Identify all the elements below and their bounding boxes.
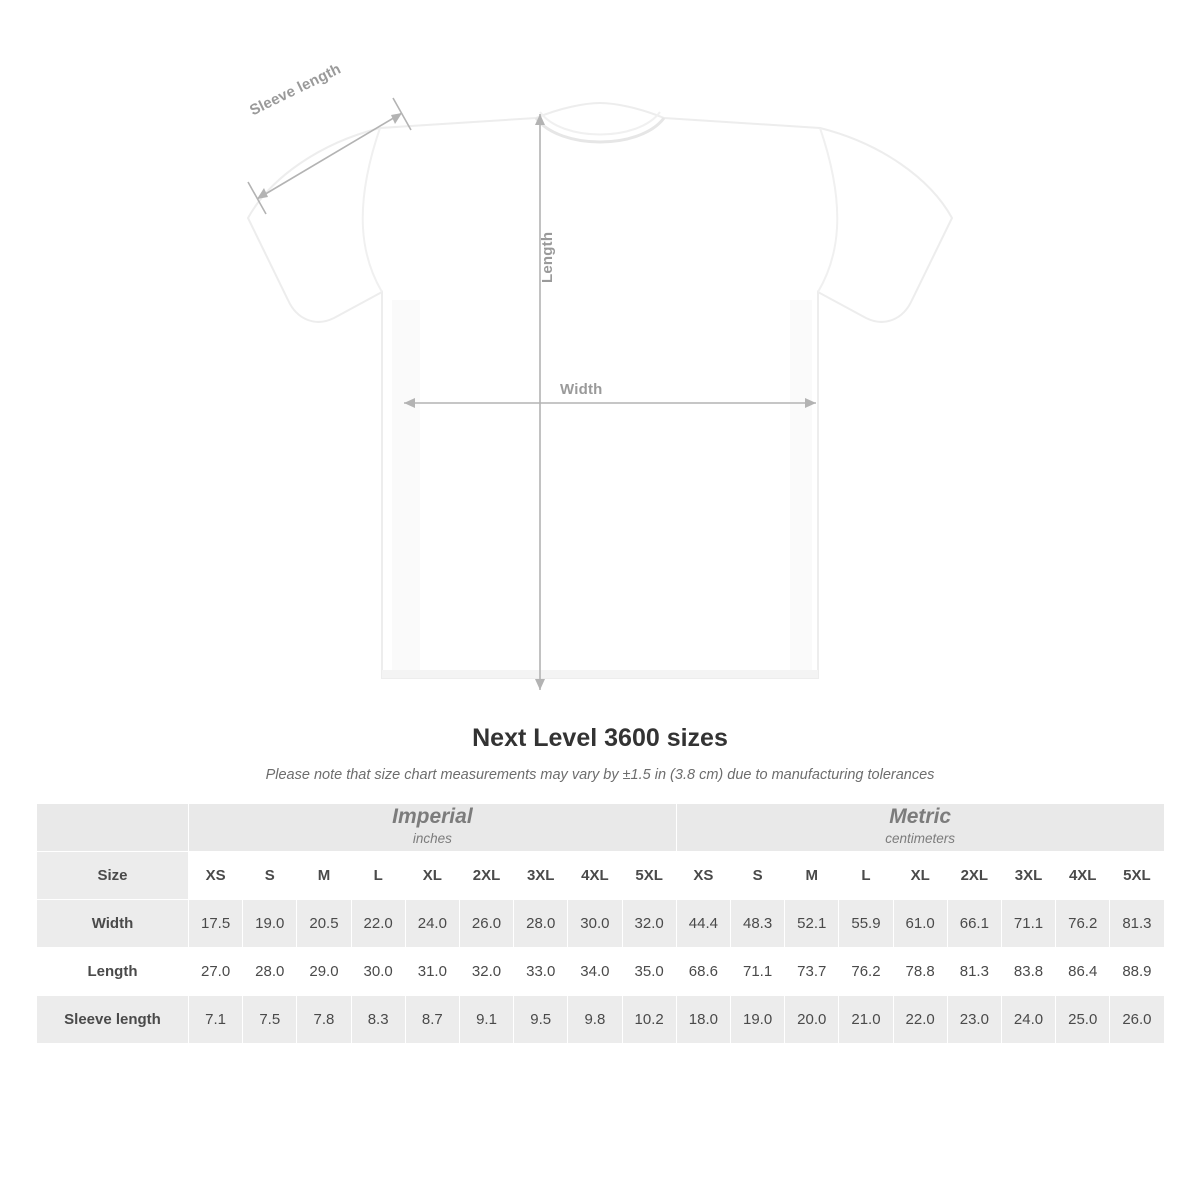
- cell-width-imperial-xs: 17.5: [189, 900, 243, 948]
- cell-length-imperial-s: 28.0: [243, 948, 297, 996]
- width-label: Width: [560, 381, 603, 398]
- cell-width-imperial-l: 22.0: [351, 900, 405, 948]
- cell-length-metric-xl: 78.8: [893, 948, 947, 996]
- cell-sleeve-metric-xl: 22.0: [893, 996, 947, 1044]
- cell-sleeve-imperial-3xl: 9.5: [514, 996, 568, 1044]
- header-imperial-xl: XL: [405, 852, 459, 900]
- cell-width-metric-4xl: 76.2: [1056, 900, 1110, 948]
- cell-length-metric-m: 73.7: [785, 948, 839, 996]
- cell-length-metric-s: 71.1: [731, 948, 785, 996]
- cell-length-imperial-3xl: 33.0: [514, 948, 568, 996]
- header-imperial-3xl: 3XL: [514, 852, 568, 900]
- unit-band-spacer: [37, 804, 189, 852]
- cell-length-metric-2xl: 81.3: [947, 948, 1001, 996]
- cell-width-imperial-xl: 24.0: [405, 900, 459, 948]
- row-label-width: Width: [37, 900, 189, 948]
- header-imperial-xs: XS: [189, 852, 243, 900]
- header-imperial-l: L: [351, 852, 405, 900]
- size-chart-table: [36, 803, 1165, 1044]
- header-metric-s: S: [731, 852, 785, 900]
- unit-system-imperial: Imperial: [392, 805, 473, 829]
- cell-sleeve-imperial-5xl: 10.2: [622, 996, 676, 1044]
- header-metric-m: M: [785, 852, 839, 900]
- sleeve-length-label: Sleeve length: [247, 60, 344, 120]
- cell-sleeve-metric-m: 20.0: [785, 996, 839, 1044]
- header-imperial-m: M: [297, 852, 351, 900]
- unit-system-metric: Metric: [889, 805, 952, 829]
- cell-width-metric-5xl: 81.3: [1110, 900, 1164, 948]
- cell-length-imperial-m: 29.0: [297, 948, 351, 996]
- cell-width-metric-s: 48.3: [731, 900, 785, 948]
- unit-name-centimeters: centimeters: [885, 831, 956, 847]
- cell-length-metric-4xl: 86.4: [1056, 948, 1110, 996]
- header-imperial-s: S: [243, 852, 297, 900]
- cell-width-metric-xl: 61.0: [893, 900, 947, 948]
- header-metric-xs: XS: [676, 852, 730, 900]
- header-metric-l: L: [839, 852, 893, 900]
- header-size: Size: [37, 852, 189, 900]
- table-row: [37, 996, 1165, 1044]
- cell-sleeve-metric-4xl: 25.0: [1056, 996, 1110, 1044]
- header-metric-3xl: 3XL: [1001, 852, 1055, 900]
- cell-sleeve-metric-s: 19.0: [731, 996, 785, 1044]
- unit-band-row: [37, 804, 1165, 852]
- unit-name-inches: inches: [412, 831, 452, 847]
- table-row: [37, 948, 1165, 996]
- unit-band-metric: [676, 804, 1164, 852]
- cell-width-metric-l: 55.9: [839, 900, 893, 948]
- cell-width-imperial-s: 19.0: [243, 900, 297, 948]
- cell-sleeve-imperial-m: 7.8: [297, 996, 351, 1044]
- cell-width-imperial-5xl: 32.0: [622, 900, 676, 948]
- cell-width-metric-3xl: 71.1: [1001, 900, 1055, 948]
- table-header-row: [37, 852, 1165, 900]
- cell-sleeve-metric-2xl: 23.0: [947, 996, 1001, 1044]
- header-imperial-4xl: 4XL: [568, 852, 622, 900]
- header-metric-2xl: 2XL: [947, 852, 1001, 900]
- cell-length-imperial-2xl: 32.0: [459, 948, 513, 996]
- cell-length-metric-xs: 68.6: [676, 948, 730, 996]
- cell-length-imperial-4xl: 34.0: [568, 948, 622, 996]
- unit-band-imperial: [189, 804, 677, 852]
- cell-width-imperial-2xl: 26.0: [459, 900, 513, 948]
- cell-width-metric-m: 52.1: [785, 900, 839, 948]
- cell-sleeve-imperial-2xl: 9.1: [459, 996, 513, 1044]
- header-metric-5xl: 5XL: [1110, 852, 1164, 900]
- row-label-sleeve-length: Sleeve length: [37, 996, 189, 1044]
- tolerance-note: Please note that size chart measurements may vary by ±1.5 in (3.8 cm) due to manufacturing tolerances: [265, 767, 935, 783]
- page-title: Next Level 3600 sizes: [472, 724, 728, 752]
- cell-sleeve-metric-l: 21.0: [839, 996, 893, 1044]
- cell-width-metric-2xl: 66.1: [947, 900, 1001, 948]
- cell-length-metric-l: 76.2: [839, 948, 893, 996]
- cell-sleeve-imperial-l: 8.3: [351, 996, 405, 1044]
- cell-width-imperial-m: 20.5: [297, 900, 351, 948]
- header-imperial-2xl: 2XL: [459, 852, 513, 900]
- cell-width-metric-xs: 44.4: [676, 900, 730, 948]
- cell-length-metric-5xl: 88.9: [1110, 948, 1164, 996]
- table-row: [37, 900, 1165, 948]
- row-label-length: Length: [37, 948, 189, 996]
- length-label: Length: [539, 231, 556, 283]
- cell-width-imperial-3xl: 28.0: [514, 900, 568, 948]
- title-block: [0, 724, 1200, 783]
- cell-sleeve-imperial-xl: 8.7: [405, 996, 459, 1044]
- cell-sleeve-metric-5xl: 26.0: [1110, 996, 1164, 1044]
- cell-length-imperial-5xl: 35.0: [622, 948, 676, 996]
- cell-length-metric-3xl: 83.8: [1001, 948, 1055, 996]
- header-imperial-5xl: 5XL: [622, 852, 676, 900]
- header-metric-xl: XL: [893, 852, 947, 900]
- cell-width-imperial-4xl: 30.0: [568, 900, 622, 948]
- cell-length-imperial-xl: 31.0: [405, 948, 459, 996]
- cell-sleeve-imperial-4xl: 9.8: [568, 996, 622, 1044]
- cell-sleeve-imperial-xs: 7.1: [189, 996, 243, 1044]
- cell-sleeve-imperial-s: 7.5: [243, 996, 297, 1044]
- cell-length-imperial-l: 30.0: [351, 948, 405, 996]
- header-metric-4xl: 4XL: [1056, 852, 1110, 900]
- cell-sleeve-metric-3xl: 24.0: [1001, 996, 1055, 1044]
- size-chart-table-wrap: [36, 803, 1164, 1044]
- cell-length-imperial-xs: 27.0: [189, 948, 243, 996]
- cell-sleeve-metric-xs: 18.0: [676, 996, 730, 1044]
